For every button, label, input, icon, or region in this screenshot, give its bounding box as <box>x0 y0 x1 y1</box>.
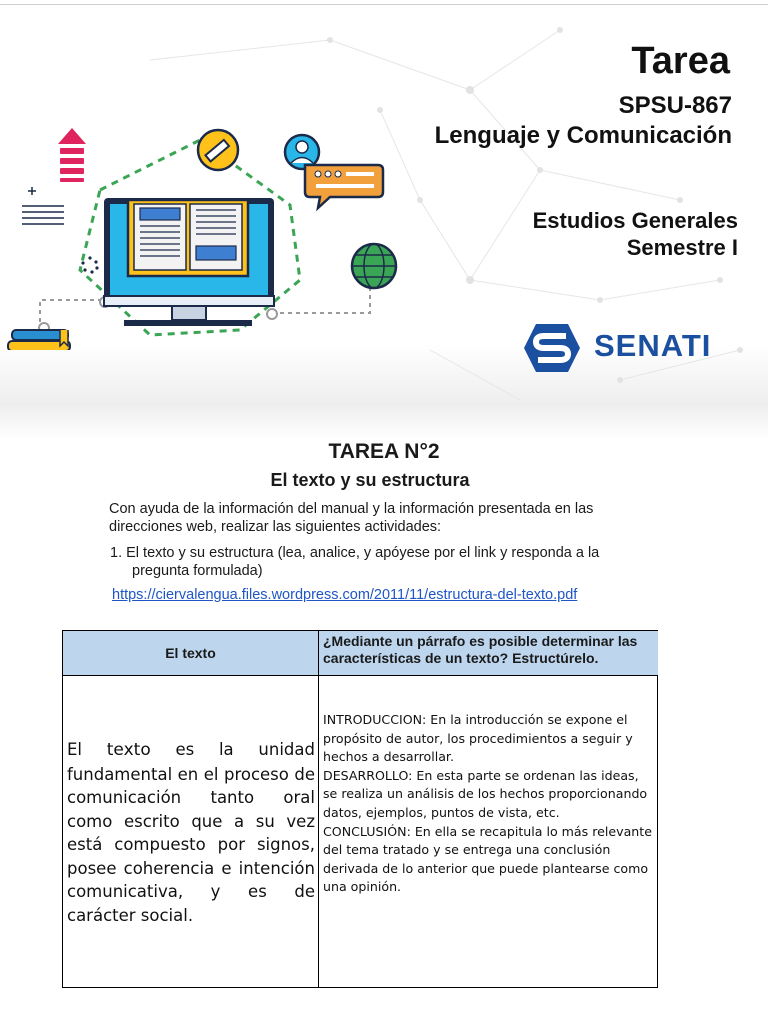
header-divider <box>63 675 657 676</box>
column-divider <box>318 631 319 987</box>
activity-line-2: pregunta formulada) <box>132 563 263 579</box>
structure-development: DESARROLLO: En esta parte se ordenan las ideas, se realiza un análisis de los hechos proporcionando datos, ejemplos, puntos de vista, etc. <box>323 767 648 820</box>
answer-table <box>62 630 658 988</box>
education-illustration <box>0 110 420 350</box>
definition-post: es la unidad fundamental en el proceso de comunicación tanto oral como escrito que a su vez está compuesto por signos, posee coherencia e intención comunicativa, y es de carácter social. <box>67 740 315 925</box>
task-title: TAREA N°2 <box>328 440 440 463</box>
header-cell-right: ¿Mediante un párrafo es posible determinar las características de un texto? Estructúrelo. <box>319 631 658 675</box>
globe-icon <box>352 244 396 288</box>
course-code: SPSU-867 <box>618 92 732 119</box>
logo-text: SENATI <box>594 328 712 363</box>
activity-item <box>110 544 670 580</box>
cover-title: Tarea <box>631 40 730 82</box>
pencil-badge-icon <box>198 130 238 170</box>
header-cell-left: El texto <box>63 631 318 675</box>
reference-link[interactable]: https://ciervalengua.files.wordpress.com/2011/11/estructura-del-texto.pdf <box>112 587 578 603</box>
upload-list-icon <box>58 128 86 182</box>
intro-paragraph: Con ayuda de la información del manual y la información presentada en las direcciones web, realizar las siguientes actividades: <box>109 501 594 535</box>
semester: Semestre I <box>626 235 738 260</box>
document-lines-icon <box>22 187 64 224</box>
books-stack-icon <box>8 330 70 350</box>
structure-cell <box>323 711 655 897</box>
definition-cell <box>67 738 315 927</box>
senati-logo-mark-icon <box>522 322 582 374</box>
cover-banner <box>0 0 768 440</box>
task-subtitle: El texto y su estructura <box>270 470 470 490</box>
senati-logo <box>522 322 722 374</box>
definition-emphasis: texto <box>106 740 151 760</box>
department: Estudios Generales <box>532 208 738 233</box>
structure-introduction: INTRODUCCION: En la introducción se expone el propósito de autor, los procedimientos a seguir y hechos a desarrollar. <box>323 712 633 765</box>
activity-line-1: 1. El texto y su estructura (lea, analice, y apóyese por el link y responda a la <box>110 545 600 561</box>
course-name: Lenguaje y Comunicación <box>434 122 732 149</box>
structure-conclusion: CONCLUSIÓN: En ella se recapitula lo más relevante del tema tratado y se entrega una conclusión derivada de lo anterior que puede plantearse como una opinión. <box>323 823 652 895</box>
chat-bubble-icon <box>305 165 383 208</box>
definition-pre: El <box>67 740 107 759</box>
book-monitor-icon <box>104 198 274 326</box>
